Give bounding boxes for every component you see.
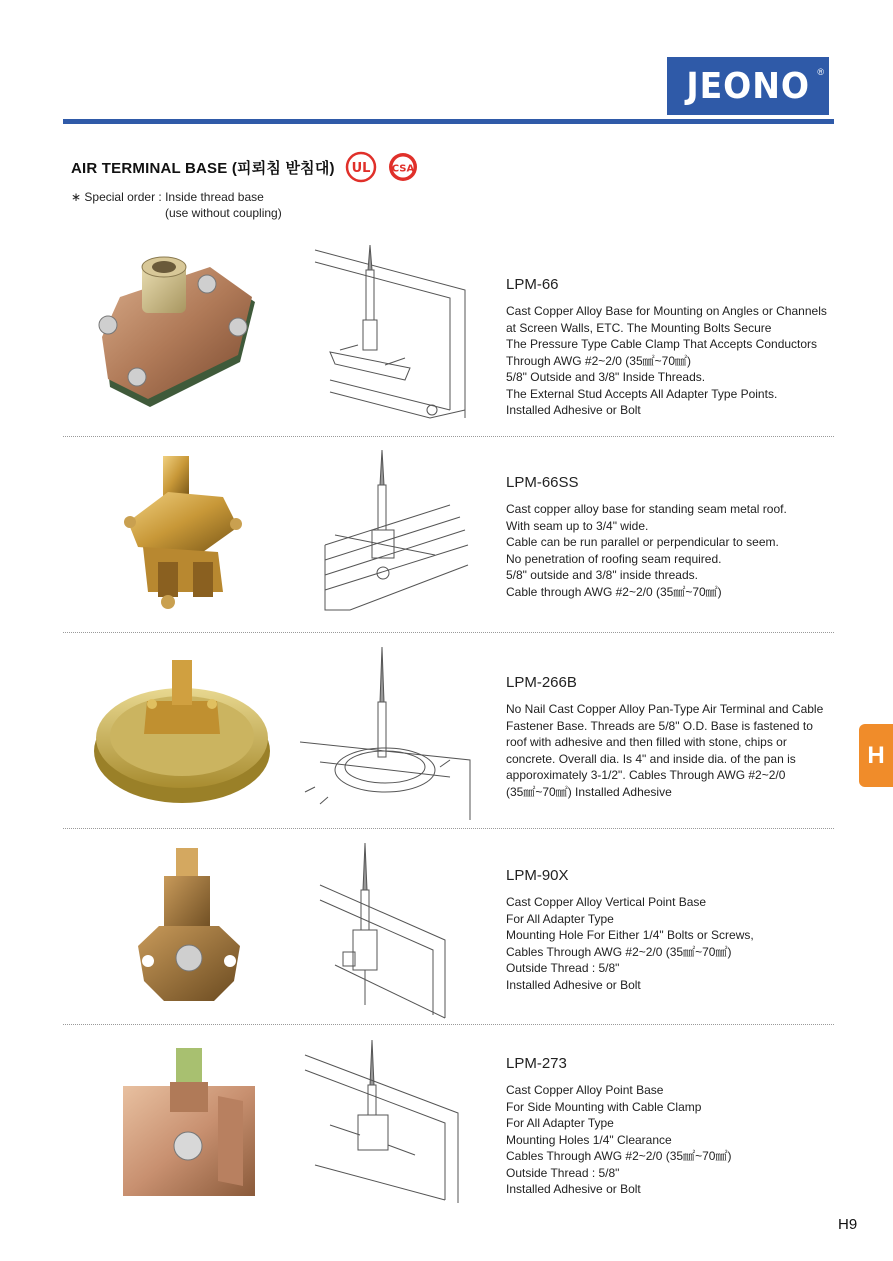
desc-line: Mounting Hole For Either 1/4" Bolts or Screws, bbox=[506, 928, 754, 942]
desc-line: Installed Adhesive or Bolt bbox=[506, 403, 641, 417]
lpm-266b-installation-drawing bbox=[300, 642, 480, 822]
product-model: LPM-90X bbox=[506, 867, 569, 884]
desc-line: at Screen Walls, ETC. The Mounting Bolts Secure bbox=[506, 320, 772, 335]
ul-certification-icon bbox=[345, 151, 377, 183]
desc-line: Cast Copper Alloy Vertical Point Base bbox=[506, 895, 707, 909]
page-number: H9 bbox=[838, 1216, 858, 1233]
desc-line: Installed Adhesive or Bolt bbox=[506, 977, 641, 992]
special-order-line2: (use without coupling) bbox=[165, 206, 282, 220]
section-divider bbox=[63, 436, 834, 437]
lpm-66ss-product-photo bbox=[108, 452, 248, 622]
product-model: LPM-66 bbox=[506, 276, 559, 293]
desc-line: Outside Thread : 5/8" bbox=[506, 1165, 620, 1180]
desc-line: (35㎟~70㎟) Installed Adhesive bbox=[506, 784, 672, 799]
registered-mark: ® bbox=[817, 67, 824, 77]
desc-line: The Pressure Type Cable Clamp That Accepts Conductors bbox=[506, 337, 818, 351]
lpm-90x-product-photo bbox=[134, 846, 244, 1011]
lpm-90x-installation-drawing bbox=[315, 840, 465, 1020]
desc-line: 5/8" Outside and 3/8" Inside Threads. bbox=[506, 370, 706, 384]
section-tab-h[interactable] bbox=[859, 724, 893, 787]
desc-line: For All Adapter Type bbox=[506, 1116, 614, 1130]
desc-line: For All Adapter Type bbox=[506, 911, 614, 926]
ul-mark-text: UL bbox=[351, 161, 371, 176]
section-divider bbox=[63, 632, 834, 633]
section-divider bbox=[63, 828, 834, 829]
title-row bbox=[71, 150, 419, 184]
lpm-66-product-photo bbox=[90, 247, 265, 417]
lpm-66-installation-drawing bbox=[310, 240, 475, 420]
desc-line: Cast copper alloy base for standing seam metal roof. bbox=[506, 502, 787, 516]
product-model: LPM-66SS bbox=[506, 474, 579, 491]
desc-line: For Side Mounting with Cable Clamp bbox=[506, 1099, 702, 1114]
lpm-266b-product-photo bbox=[92, 656, 272, 806]
brand-name: JEONO bbox=[686, 65, 810, 107]
desc-line: Cast Copper Alloy Point Base bbox=[506, 1083, 664, 1097]
section-tab-letter: H bbox=[867, 741, 885, 769]
desc-line: Through AWG #2~2/0 (35㎟~70㎟) bbox=[506, 353, 691, 368]
special-order-line1: ∗ Special order : Inside thread base bbox=[71, 190, 264, 204]
lpm-66ss-description bbox=[506, 474, 836, 600]
lpm-66ss-installation-drawing bbox=[320, 445, 470, 615]
desc-line: Fastener Base. Threads are 5/8" O.D. Base is fastened to bbox=[506, 718, 813, 733]
csa-certification-icon bbox=[387, 151, 419, 183]
desc-line: Cables Through AWG #2~2/0 (35㎟~70㎟) bbox=[506, 1149, 732, 1163]
lpm-266b-description bbox=[506, 674, 836, 800]
csa-mark-text: CSA bbox=[391, 163, 414, 175]
desc-line: concrete. Overall dia. Is 4" and inside dia. of the pan is bbox=[506, 751, 796, 766]
product-model: LPM-273 bbox=[506, 1055, 567, 1072]
special-order-note bbox=[71, 189, 282, 221]
page-title: AIR TERMINAL BASE (피뢰침 받침대) bbox=[71, 159, 335, 177]
lpm-273-product-photo bbox=[118, 1046, 260, 1206]
desc-line: Outside Thread : 5/8" bbox=[506, 961, 620, 975]
desc-line: Installed Adhesive or Bolt bbox=[506, 1182, 641, 1196]
desc-line: Cast Copper Alloy Base for Mounting on Angles or Channels bbox=[506, 304, 827, 318]
desc-line: apporoximately 3-1/2". Cables Through AWG #2~2/0 bbox=[506, 768, 786, 782]
lpm-90x-description bbox=[506, 867, 836, 993]
lpm-273-description bbox=[506, 1055, 836, 1198]
desc-line: No penetration of roofing seam required. bbox=[506, 551, 722, 566]
header-divider bbox=[63, 119, 834, 124]
desc-line: The External Stud Accepts All Adapter Type Points. bbox=[506, 386, 778, 401]
desc-line: 5/8" outside and 3/8" inside threads. bbox=[506, 568, 698, 582]
lpm-66-description bbox=[506, 276, 836, 419]
desc-line: Cable through AWG #2~2/0 (35㎟~70㎟) bbox=[506, 584, 722, 599]
product-model: LPM-266B bbox=[506, 674, 577, 691]
desc-line: roof with adhesive and then filled with stone, chips or bbox=[506, 735, 787, 749]
lpm-273-installation-drawing bbox=[300, 1035, 470, 1205]
section-divider bbox=[63, 1024, 834, 1025]
desc-line: Cables Through AWG #2~2/0 (35㎟~70㎟) bbox=[506, 944, 732, 959]
brand-logo bbox=[667, 57, 829, 115]
desc-line: With seam up to 3/4" wide. bbox=[506, 518, 649, 533]
desc-line: Mounting Holes 1/4" Clearance bbox=[506, 1132, 672, 1147]
desc-line: No Nail Cast Copper Alloy Pan-Type Air Terminal and Cable bbox=[506, 702, 824, 716]
desc-line: Cable can be run parallel or perpendicular to seem. bbox=[506, 535, 779, 549]
